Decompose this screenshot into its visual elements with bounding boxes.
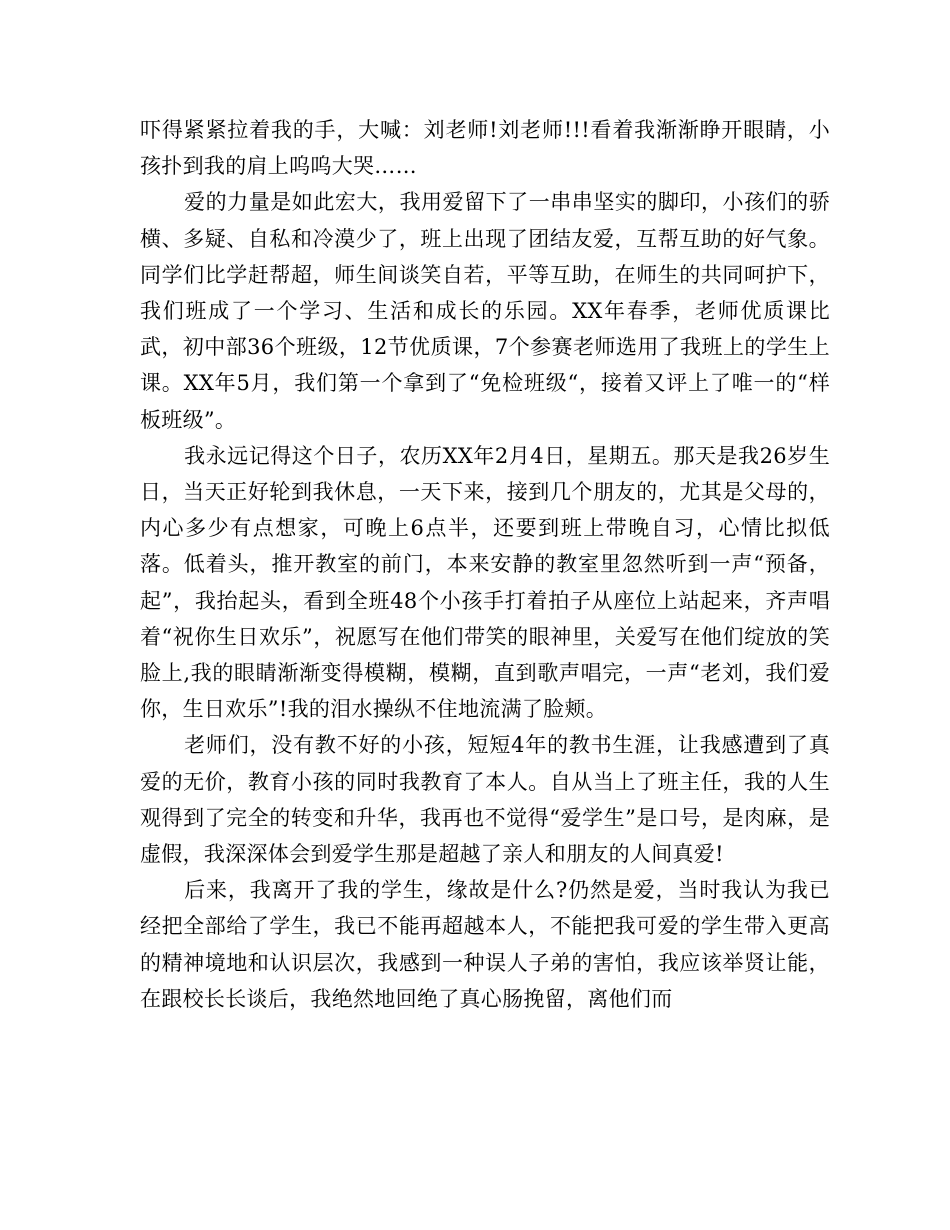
paragraph-1: 吓得紧紧拉着我的手，大喊：刘老师!刘老师!!!看着我渐渐睁开眼睛，小孩扑到我的肩上呜呜大哭…… bbox=[140, 118, 830, 179]
paragraph-4: 老师们，没有教不好的小孩，短短4年的教书生涯，让我感遭到了真爱的无价，教育小孩的同时我教育了本人。自从当上了班主任，我的人生观得到了完全的转变和升华，我再也不觉得“爱学生”是口号，是肉麻，是虚假，我深深体会到爱学生那是超越了亲人和朋友的人间真爱! bbox=[140, 733, 830, 867]
paragraph-5: 后来，我离开了我的学生，缘故是什么?仍然是爱，当时我认为我已经把全部给了学生，我已不能再超越本人，不能把我可爱的学生带入更高的精神境地和认识层次，我感到一种误人子弟的害怕，我应该举贤让能，在跟校长长谈后，我绝然地回绝了真心肠挽留，离他们而 bbox=[140, 878, 830, 1011]
paragraph-2: 爱的力量是如此宏大，我用爱留下了一串串坚实的脚印，小孩们的骄横、多疑、自私和冷漠少了，班上出现了团结友爱，互帮互助的好气象。同学们比学赶帮超，师生间谈笑自若，平等互助，在师生的共同呵护下，我们班成了一个学习、生活和成长的乐园。XX年春季，老师优质课比武，初中部36个班级，12节优质课，7个参赛老师选用了我班上的学生上课。XX年5月，我们第一个拿到了“免检班级“，接着又评上了唯一的“样板班级”。 bbox=[140, 190, 830, 432]
paragraph-3: 我永远记得这个日子，农历XX年2月4日，星期五。那天是我26岁生日，当天正好轮到我休息，一天下来，接到几个朋友的，尤其是父母的，内心多少有点想家，可晚上6点半，还要到班上带晚自习，心情比拟低落。低着头，推开教室的前门，本来安静的教室里忽然听到一声“预备，起”，我抬起头，看到全班48个小孩手打着拍子从座位上站起来，齐声唱着“祝你生日欢乐”，祝愿写在他们带笑的眼神里，关爱写在他们绽放的笑脸上,我的眼睛渐渐变得模糊，模糊，直到歌声唱完，一声“老刘，我们爱你，生日欢乐”!我的泪水操纵不住地流满了脸颊。 bbox=[140, 443, 830, 722]
document-body bbox=[140, 112, 830, 1017]
